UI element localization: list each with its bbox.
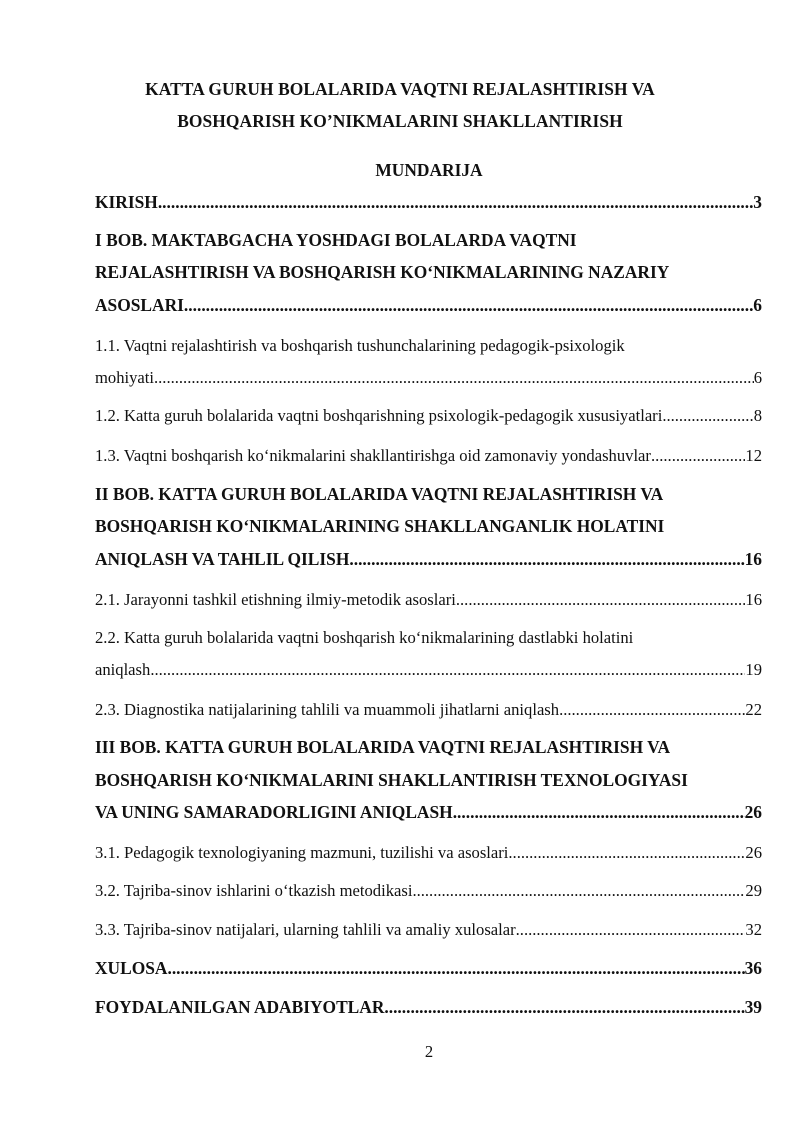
- toc-entry-chapter-2[interactable]: [95, 484, 762, 505]
- toc-entry-title: FOYDALANILGAN ADABIYOTLAR: [95, 997, 385, 1017]
- dot-leader: [559, 700, 745, 720]
- toc-entry-title: 2.1. Jarayonni tashkil etishning ilmiy-metodik asoslari: [95, 590, 456, 609]
- toc-entry-title: ASOSLARI: [95, 295, 184, 315]
- toc-line: [95, 295, 762, 316]
- toc-entry-section-1-1[interactable]: [95, 336, 762, 356]
- dot-leader: [662, 406, 753, 426]
- dot-leader: [154, 368, 754, 388]
- toc-entry-section-1-3[interactable]: [95, 446, 762, 466]
- dot-leader: [516, 920, 746, 940]
- toc-line: [95, 920, 762, 940]
- toc-entry-section-3-1[interactable]: [95, 843, 762, 863]
- dot-leader: [412, 881, 745, 901]
- page-number: 2: [424, 1042, 434, 1061]
- toc-line: [95, 881, 762, 901]
- toc-page-number: 39: [744, 997, 762, 1017]
- toc-page-number: 32: [745, 920, 762, 939]
- toc-entry-conclusion[interactable]: [95, 958, 762, 979]
- toc-page-number: 6: [753, 368, 762, 387]
- toc-entry-section-2-2-end[interactable]: [95, 660, 762, 680]
- toc-entry-title: aniqlash: [95, 660, 151, 679]
- toc-entry-title: BOSHQARISH KO‘NIKMALARINING SHAKLLANGANLIK HOLATINI: [95, 516, 665, 536]
- toc-line: [95, 700, 762, 720]
- toc-entry-title: 2.2. Katta guruh bolalarida vaqtni boshqarish ko‘nikmalarining dastlabki holatini: [95, 628, 634, 647]
- toc-entry-section-3-3[interactable]: [95, 920, 762, 940]
- toc-line: [95, 230, 762, 251]
- toc-page-number: 26: [744, 802, 762, 822]
- toc-page-number: 16: [744, 549, 762, 569]
- toc-entry-title: 3.2. Tajriba-sinov ishlarini o‘tkazish metodikasi: [95, 881, 413, 900]
- toc-entry-chapter-1-end[interactable]: [95, 295, 762, 316]
- toc-line: [95, 997, 762, 1018]
- toc-entry-intro[interactable]: [95, 192, 762, 213]
- toc-entry-title: III BOB. KATTA GURUH BOLALARIDA VAQTNI REJALASHTIRISH VA: [95, 737, 671, 757]
- toc-entry-section-1-1-end[interactable]: [95, 368, 762, 388]
- toc-line: [95, 516, 762, 537]
- toc-page-number: 36: [744, 958, 762, 978]
- toc-entry-title: mohiyati: [95, 368, 154, 387]
- toc-entry-section-2-1[interactable]: [95, 590, 762, 610]
- dot-leader: [508, 843, 745, 863]
- toc-entry-chapter-1-cont[interactable]: [95, 262, 762, 283]
- dot-leader: [150, 660, 745, 680]
- toc-line: [95, 549, 762, 570]
- toc-line: [95, 484, 762, 505]
- toc-entry-chapter-3-end[interactable]: [95, 802, 762, 823]
- toc-line: [95, 406, 762, 426]
- toc-page-number: 16: [745, 590, 762, 609]
- toc-entry-section-1-2[interactable]: [95, 406, 762, 426]
- toc-entry-title: ANIQLASH VA TAHLIL QILISH: [95, 549, 350, 569]
- document-title-line-2: BOSHQARISH KO’NIKMALARINI SHAKLLANTIRISH: [177, 111, 623, 131]
- dot-leader: [349, 549, 744, 570]
- toc-page-number: 19: [745, 660, 762, 679]
- toc-page-number: 3: [753, 192, 762, 212]
- dot-leader: [384, 997, 744, 1018]
- toc-entry-references[interactable]: [95, 997, 762, 1018]
- toc-line: [95, 660, 762, 680]
- toc-entry-section-2-2[interactable]: [95, 628, 762, 648]
- toc-entry-title: KIRISH: [95, 192, 158, 212]
- toc-entry-title: 3.1. Pedagogik texnologiyaning mazmuni, tuzilishi va asoslari: [95, 843, 509, 862]
- toc-line: [95, 802, 762, 823]
- toc-line: [95, 336, 762, 356]
- toc-line: [95, 368, 762, 388]
- toc-entry-title: 1.1. Vaqtni rejalashtirish va boshqarish tushunchalarining pedagogik-psixologik: [95, 336, 625, 355]
- toc-entry-title: 1.2. Katta guruh bolalarida vaqtni boshqarishning psixologik-pedagogik xususiyatlari: [95, 406, 663, 425]
- toc-line: [95, 958, 762, 979]
- toc-entry-chapter-2-end[interactable]: [95, 549, 762, 570]
- toc-page-number: 12: [745, 446, 762, 465]
- toc-entry-chapter-2-cont[interactable]: [95, 516, 762, 537]
- toc-entry-title: REJALASHTIRISH VA BOSHQARISH KO‘NIKMALARINING NAZARIY: [95, 262, 670, 282]
- document-title-line-1: KATTA GURUH BOLALARIDA VAQTNI REJALASHTIRISH VA: [145, 79, 655, 99]
- dot-leader: [167, 958, 744, 979]
- toc-page-number: 29: [745, 881, 762, 900]
- toc-entry-title: XULOSA: [95, 958, 168, 978]
- dot-leader: [651, 446, 745, 466]
- toc-entry-section-2-3[interactable]: [95, 700, 762, 720]
- toc-entry-title: 3.3. Tajriba-sinov natijalari, ularning tahlili va amaliy xulosalar: [95, 920, 516, 939]
- toc-entry-chapter-3-cont[interactable]: [95, 770, 762, 791]
- toc-line: [95, 192, 762, 213]
- toc-page-number: 6: [753, 295, 762, 315]
- dot-leader: [453, 802, 745, 823]
- contents-heading: MUNDARIJA: [375, 160, 483, 180]
- dot-leader: [158, 192, 753, 213]
- toc-line: [95, 262, 762, 283]
- toc-entry-chapter-3[interactable]: [95, 737, 762, 758]
- toc-entry-title: BOSHQARISH KO‘NIKMALARINI SHAKLLANTIRISH TEXNOLOGIYASI: [95, 770, 688, 790]
- toc-page-number: 26: [745, 843, 762, 862]
- toc-entry-title: I BOB. MAKTABGACHA YOSHDAGI BOLALARDA VAQTNI: [95, 230, 577, 250]
- toc-line: [95, 628, 762, 648]
- toc-line: [95, 843, 762, 863]
- toc-entry-title: 2.3. Diagnostika natijalarining tahlili va muammoli jihatlarni aniqlash: [95, 700, 560, 719]
- toc-page-number: 22: [745, 700, 762, 719]
- toc-entry-title: II BOB. KATTA GURUH BOLALARIDA VAQTNI REJALASHTIRISH VA: [95, 484, 664, 504]
- toc-entry-title: 1.3. Vaqtni boshqarish ko‘nikmalarini shakllantirishga oid zamonaviy yondashuvlar: [95, 446, 651, 465]
- toc-page-number: 8: [753, 406, 762, 425]
- dot-leader: [456, 590, 746, 610]
- toc-line: [95, 446, 762, 466]
- toc-entry-section-3-2[interactable]: [95, 881, 762, 901]
- toc-entry-chapter-1[interactable]: [95, 230, 762, 251]
- toc-line: [95, 770, 762, 791]
- toc-line: [95, 737, 762, 758]
- toc-line: [95, 590, 762, 610]
- dot-leader: [184, 295, 753, 316]
- toc-entry-title: VA UNING SAMARADORLIGINI ANIQLASH: [95, 802, 453, 822]
